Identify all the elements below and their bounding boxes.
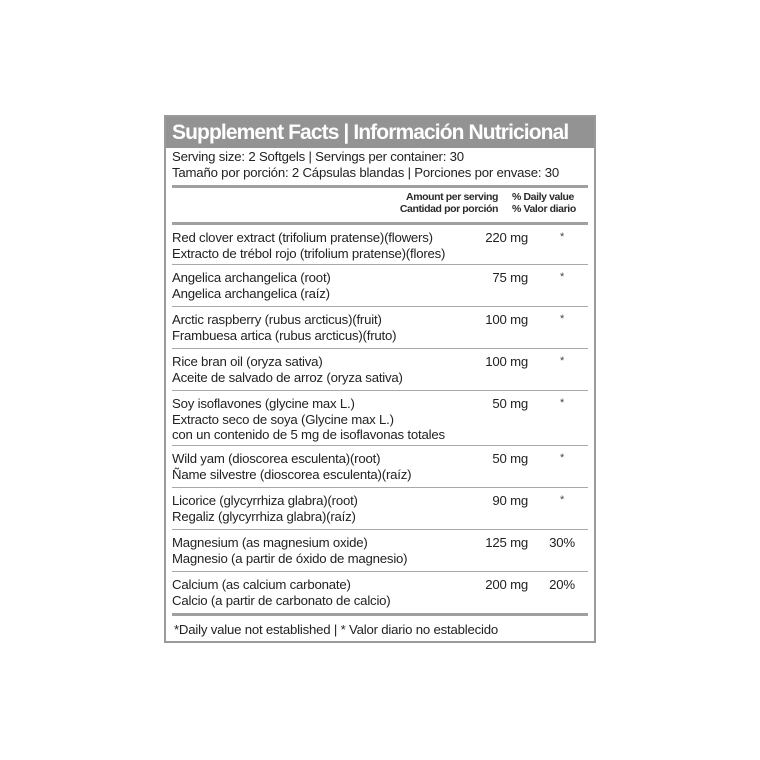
ingredient-name bbox=[172, 396, 458, 445]
amount-column-header bbox=[368, 192, 498, 222]
ingredient-row bbox=[172, 348, 588, 390]
ingredient-daily-value: 20% bbox=[549, 577, 575, 592]
ingredient-row bbox=[172, 390, 588, 445]
ingredient-name-en: Arctic raspberry (rubus arcticus)(fruit) bbox=[172, 312, 382, 327]
ingredient-row bbox=[172, 487, 588, 529]
ingredient-daily-value: * bbox=[559, 494, 565, 506]
ingredient-name-es: Aceite de salvado de arroz (oryza sativa) bbox=[172, 369, 403, 385]
ingredient-name-es: Ñame silvestre (dioscorea esculenta)(raíz) bbox=[172, 466, 412, 482]
ingredient-name-es: Angelica archangelica (raíz) bbox=[172, 285, 330, 301]
ingredient-daily-value: * bbox=[559, 231, 565, 243]
ingredient-name bbox=[172, 230, 458, 264]
ingredient-daily-value: * bbox=[559, 355, 565, 367]
ingredient-amount: 200 mg bbox=[485, 577, 528, 592]
amount-header-es: Cantidad por porción bbox=[399, 202, 498, 215]
ingredient-amount: 75 mg bbox=[492, 270, 528, 285]
ingredient-amount: 125 mg bbox=[485, 535, 528, 550]
ingredient-amount: 90 mg bbox=[492, 493, 528, 508]
ingredient-name-es: Calcio (a partir de carbonato de calcio) bbox=[172, 592, 391, 608]
amount-header-en: Amount per serving bbox=[406, 191, 498, 203]
dv-header-es: % Valor diario bbox=[512, 202, 576, 215]
label-title: Supplement Facts | Información Nutricional bbox=[166, 117, 594, 148]
ingredient-name-en: Angelica archangelica (root) bbox=[172, 270, 331, 285]
ingredient-name-en: Rice bran oil (oryza sativa) bbox=[172, 354, 323, 369]
ingredient-amount: 50 mg bbox=[492, 451, 528, 466]
column-headers bbox=[172, 188, 588, 222]
ingredient-name bbox=[172, 493, 458, 529]
ingredient-name-en: Wild yam (dioscorea esculenta)(root) bbox=[172, 451, 381, 466]
ingredient-name-en: Licorice (glycyrrhiza glabra)(root) bbox=[172, 493, 358, 508]
serving-info-en: Serving size: 2 Softgels | Servings per container: 30 bbox=[172, 149, 464, 164]
ingredient-amount: 100 mg bbox=[485, 354, 528, 369]
ingredient-name bbox=[172, 451, 458, 487]
ingredient-name bbox=[172, 312, 458, 348]
serving-info bbox=[172, 148, 588, 181]
ingredient-daily-value: * bbox=[559, 452, 565, 464]
ingredient-row bbox=[172, 264, 588, 306]
ingredient-name bbox=[172, 577, 458, 613]
ingredient-name-en: Red clover extract (trifolium pratense)(flowers) bbox=[172, 230, 433, 245]
ingredient-daily-value: * bbox=[559, 313, 565, 325]
ingredient-name-es: Magnesio (a partir de óxido de magnesio) bbox=[172, 550, 408, 566]
ingredient-row bbox=[172, 529, 588, 571]
ingredient-row bbox=[172, 445, 588, 487]
ingredient-name-en: Calcium (as calcium carbonate) bbox=[172, 577, 351, 592]
ingredient-amount: 50 mg bbox=[492, 396, 528, 411]
ingredient-row bbox=[172, 306, 588, 348]
ingredient-name-es: Extracto seco de soya (Glycine max L.) bbox=[172, 411, 394, 427]
ingredient-amount: 100 mg bbox=[485, 312, 528, 327]
ingredient-amount: 220 mg bbox=[485, 230, 528, 245]
ingredient-daily-value: * bbox=[559, 397, 565, 409]
serving-info-es: Tamaño por porción: 2 Cápsulas blandas | Porciones por envase: 30 bbox=[172, 165, 560, 180]
ingredient-name-es: Frambuesa artica (rubus arcticus)(fruto) bbox=[172, 327, 397, 343]
daily-value-column-header bbox=[512, 192, 588, 222]
label-body bbox=[166, 148, 594, 642]
ingredient-name bbox=[172, 354, 458, 390]
ingredient-name-es-detail: con un contenido de 5 mg de isoflavonas totales bbox=[172, 427, 445, 442]
ingredient-name-en: Soy isoflavones (glycine max L.) bbox=[172, 396, 355, 411]
ingredient-name-es: Extracto de trébol rojo (trifolium pratense)(flores) bbox=[172, 245, 446, 261]
ingredient-daily-value: 30% bbox=[549, 535, 575, 550]
footnote: *Daily value not established | * Valor diario no establecido bbox=[172, 613, 588, 642]
ingredient-name-en: Magnesium (as magnesium oxide) bbox=[172, 535, 368, 550]
ingredient-name-es: Regaliz (glycyrrhiza glabra)(raíz) bbox=[172, 508, 356, 524]
dv-header-en: % Daily value bbox=[512, 191, 574, 203]
ingredient-row bbox=[172, 222, 588, 264]
supplement-facts-label bbox=[164, 115, 596, 643]
ingredient-daily-value: * bbox=[559, 271, 565, 283]
ingredient-row bbox=[172, 571, 588, 613]
ingredient-name bbox=[172, 270, 458, 306]
ingredient-name bbox=[172, 535, 458, 571]
